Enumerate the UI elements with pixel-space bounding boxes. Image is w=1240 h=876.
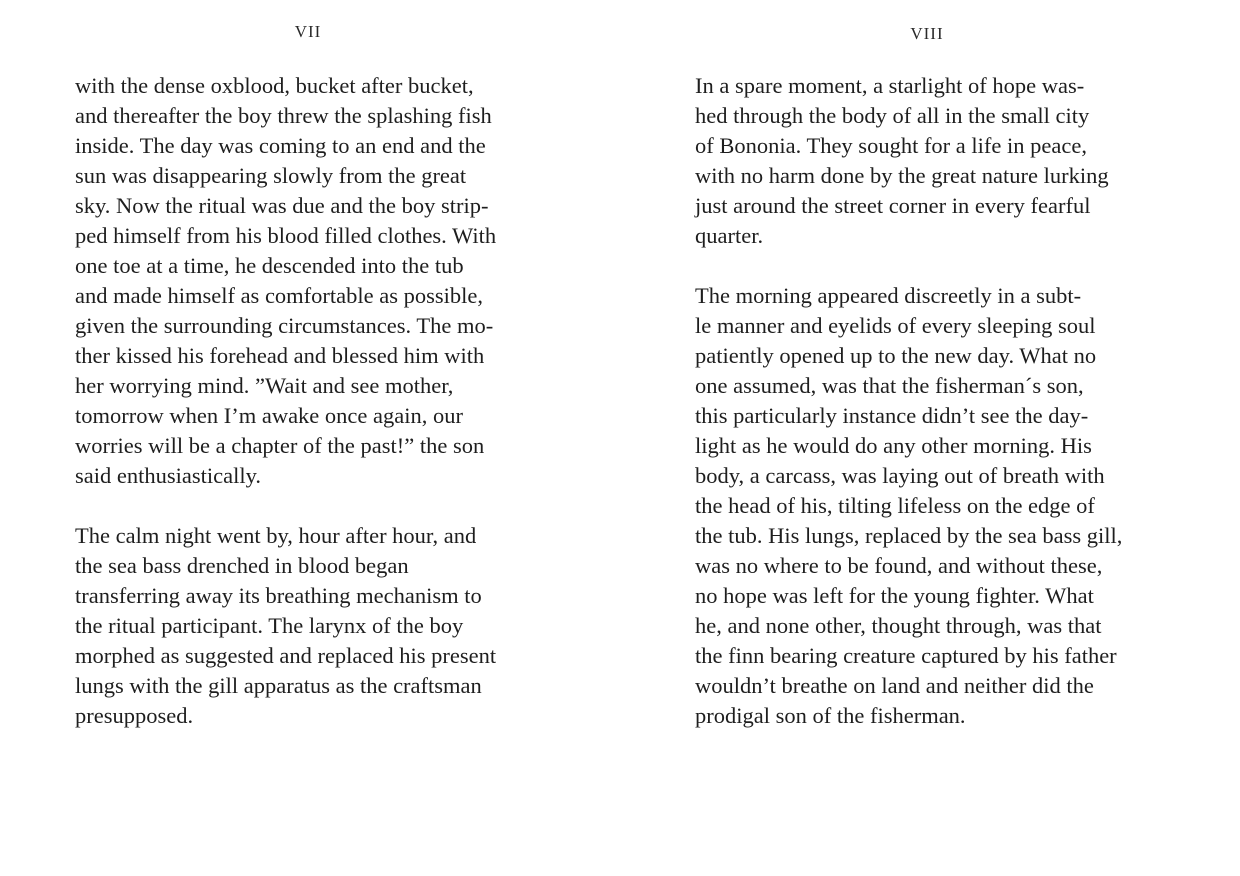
- paragraph-gap: [695, 251, 1175, 281]
- text-line: wouldn’t breathe on land and neither did the: [695, 673, 1094, 698]
- text-line: tomorrow when I’m awake once again, our: [75, 403, 463, 428]
- text-line: quarter.: [695, 223, 764, 248]
- text-line: worries will be a chapter of the past!” the son: [75, 433, 485, 458]
- page-number: VII: [294, 22, 322, 41]
- text-line: body, a carcass, was laying out of breath with: [695, 463, 1105, 488]
- text-line: one assumed, was that the fisherman´s son,: [695, 373, 1084, 398]
- body-text: [695, 71, 1175, 731]
- paragraph: [695, 281, 1175, 731]
- text-line: The morning appeared discreetly in a subt-: [695, 283, 1082, 308]
- text-line: given the surrounding circumstances. The mo-: [75, 313, 494, 338]
- text-line: and made himself as comfortable as possible,: [75, 283, 484, 308]
- text-line: of Bononia. They sought for a life in peace,: [695, 133, 1087, 158]
- page-number: VIII: [910, 24, 944, 43]
- text-line: with no harm done by the great nature lurking: [695, 163, 1109, 188]
- body-text: [75, 71, 555, 731]
- text-line: this particularly instance didn’t see the day-: [695, 403, 1089, 428]
- text-line: le manner and eyelids of every sleeping soul: [695, 313, 1096, 338]
- text-line: hed through the body of all in the small city: [695, 103, 1090, 128]
- text-line: said enthusiastically.: [75, 463, 261, 488]
- text-line: light as he would do any other morning. His: [695, 433, 1092, 458]
- text-line: transferring away its breathing mechanism to: [75, 583, 482, 608]
- text-line: the head of his, tilting lifeless on the edge of: [695, 493, 1095, 518]
- text-line: just around the street corner in every fearful: [695, 193, 1091, 218]
- text-line: lungs with the gill apparatus as the craftsman: [75, 673, 482, 698]
- text-line: prodigal son of the fisherman.: [695, 703, 966, 728]
- text-line: was no where to be found, and without these,: [695, 553, 1103, 578]
- text-line: the finn bearing creature captured by his father: [695, 643, 1117, 668]
- paragraph: [75, 71, 555, 491]
- text-line: The calm night went by, hour after hour, and: [75, 523, 477, 548]
- text-line: In a spare moment, a starlight of hope was-: [695, 73, 1085, 98]
- text-line: her worrying mind. ”Wait and see mother,: [75, 373, 454, 398]
- paragraph: [695, 71, 1175, 251]
- text-line: presupposed.: [75, 703, 194, 728]
- text-line: no hope was left for the young fighter. What: [695, 583, 1094, 608]
- text-line: with the dense oxblood, bucket after bucket,: [75, 73, 474, 98]
- text-line: he, and none other, thought through, was that: [695, 613, 1102, 638]
- text-line: sky. Now the ritual was due and the boy strip-: [75, 193, 489, 218]
- text-line: patiently opened up to the new day. What no: [695, 343, 1097, 368]
- text-line: ther kissed his forehead and blessed him with: [75, 343, 485, 368]
- text-line: the sea bass drenched in blood began: [75, 553, 409, 578]
- text-line: and thereafter the boy threw the splashing fish: [75, 103, 492, 128]
- text-line: morphed as suggested and replaced his present: [75, 643, 497, 668]
- right-page: [620, 0, 1240, 876]
- text-line: the tub. His lungs, replaced by the sea bass gill,: [695, 523, 1123, 548]
- text-line: one toe at a time, he descended into the tub: [75, 253, 464, 278]
- paragraph: [75, 521, 555, 731]
- text-line: the ritual participant. The larynx of the boy: [75, 613, 464, 638]
- text-line: inside. The day was coming to an end and the: [75, 133, 486, 158]
- paragraph-gap: [75, 491, 555, 521]
- text-line: sun was disappearing slowly from the great: [75, 163, 467, 188]
- text-line: ped himself from his blood filled clothes. With: [75, 223, 497, 248]
